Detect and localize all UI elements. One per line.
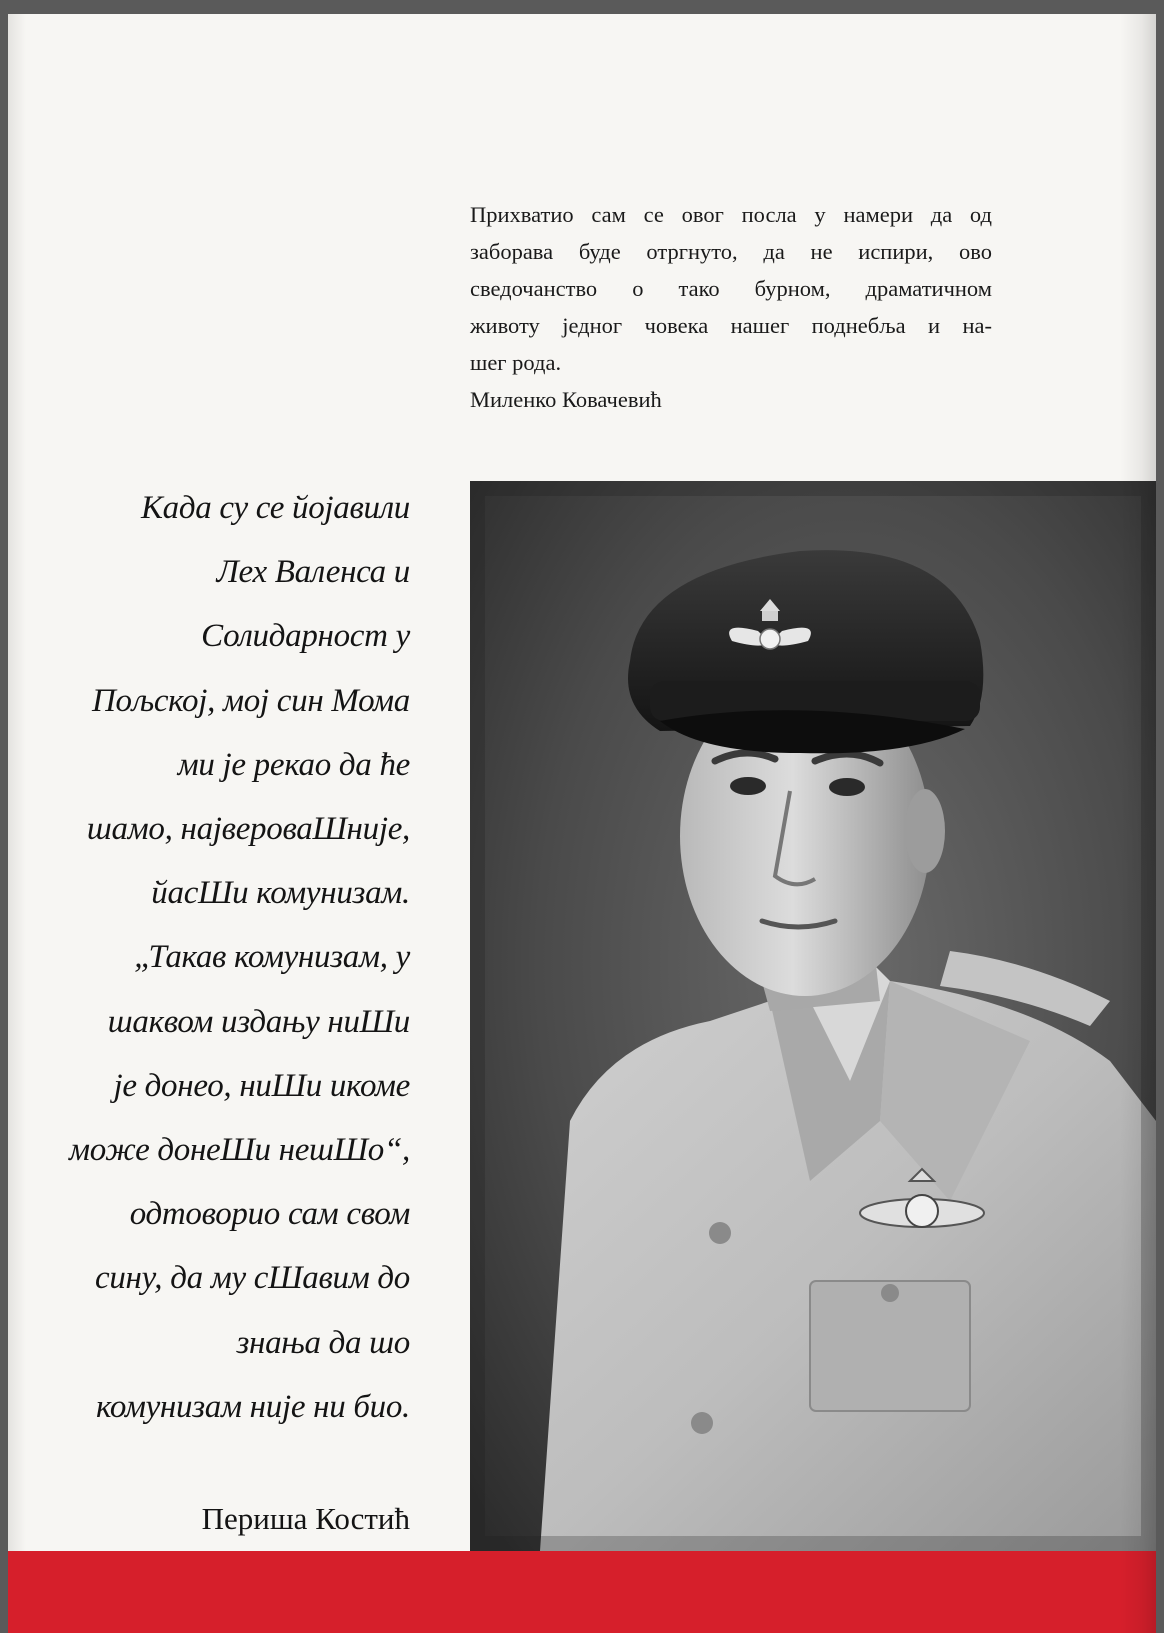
top-quote-line: Прихватио сам се овог посла у намери да од: [470, 202, 992, 227]
left-quote-line: Солидарност у: [201, 618, 410, 655]
jacket-button: [709, 1222, 731, 1244]
left-quote-line: може донеШи нешШо“,: [68, 1132, 410, 1169]
left-quote-line: йасШи комунизам.: [151, 875, 410, 912]
top-quote-line: животу једног човека нашег поднебља и на-: [470, 313, 992, 338]
left-quote-line: ми је рекао да ће: [177, 746, 410, 783]
top-quote-line: сведочанство о тако бурном, драматичном: [470, 276, 992, 301]
pocket-button: [881, 1284, 899, 1302]
top-quote-line: заборава буде отргнуто, да не испири, ово: [470, 239, 992, 264]
left-quote-line: комунизам није ни био.: [96, 1388, 410, 1425]
left-quote-line: „Такав комунизам, у: [134, 939, 410, 976]
portrait-illustration: [470, 481, 1156, 1551]
right-eye: [829, 778, 865, 796]
left-quote-line: Када су се йојавили: [141, 490, 410, 526]
ear: [905, 789, 945, 873]
left-quote-line: је донео, ниШи икоме: [113, 1067, 410, 1104]
left-quote-line: знања да шо: [236, 1324, 410, 1361]
red-bottom-band: [8, 1551, 1156, 1633]
left-quote-author: Периша Костић: [201, 1501, 410, 1536]
top-quote-author: Миленко Ковачевић: [470, 387, 662, 412]
portrait-photo: [470, 481, 1156, 1551]
top-quote: [470, 196, 992, 418]
left-quote-line: Лех Валенса и: [216, 554, 410, 591]
left-quote-line: сину, да му сШавим до: [94, 1260, 410, 1297]
book-back-cover: [8, 14, 1156, 1633]
top-quote-line: шег рода.: [470, 350, 562, 375]
left-quote-line: шамо, највероваШније,: [86, 811, 410, 848]
jacket-button: [691, 1412, 713, 1434]
left-quote-line: одтоворио сам свом: [129, 1196, 410, 1233]
left-quote-line: Пољској, мој син Мома: [91, 682, 410, 719]
left-eye: [730, 777, 766, 795]
left-quote-line: шаквом издању ниШи: [107, 1003, 410, 1040]
left-italic-quote: [8, 476, 410, 1439]
